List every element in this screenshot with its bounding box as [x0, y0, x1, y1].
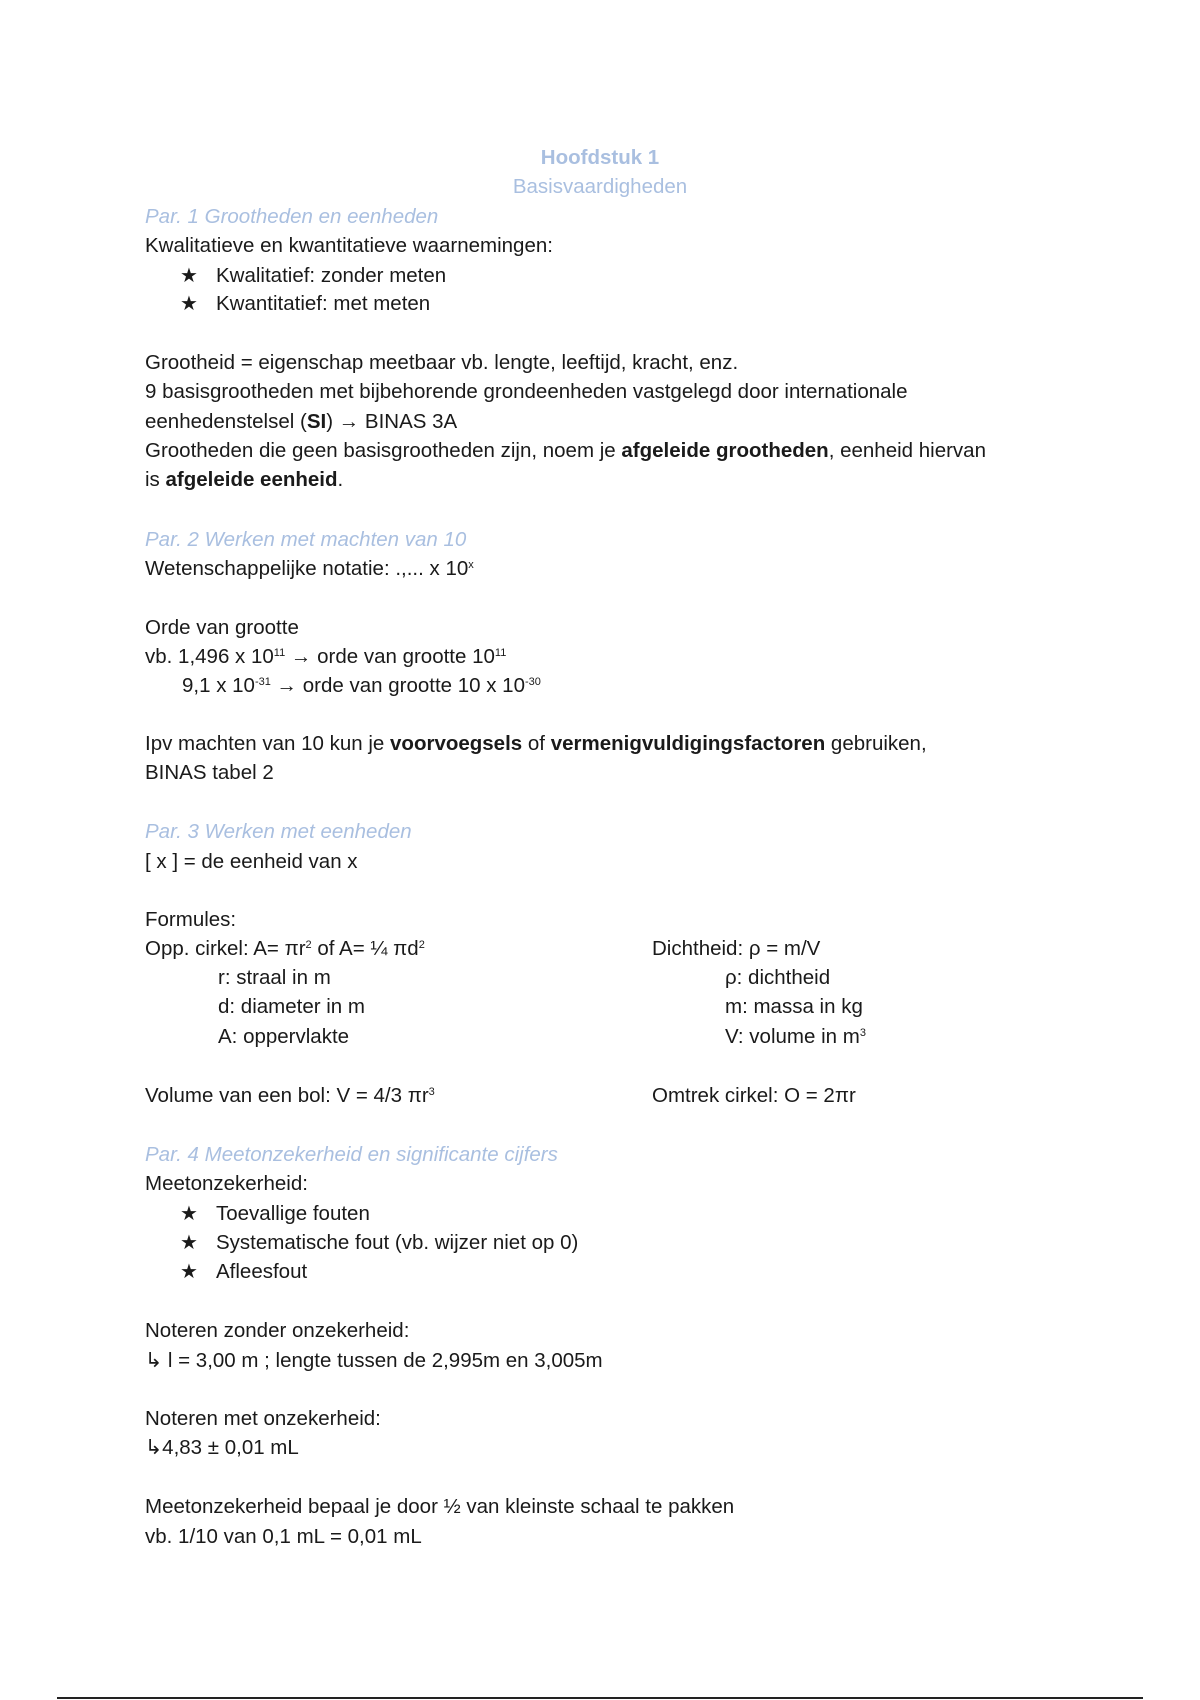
- list-item: ★ Kwantitatief: met meten: [180, 289, 430, 319]
- orde-example-2: 9,1 x $10^{-31}$ → orde van grootte 10 x $10^{-30}$: [182, 674, 541, 697]
- unit-definition: [ x ] = de eenheid van x: [145, 850, 358, 873]
- circle-r: r: straal in m: [218, 966, 331, 989]
- par4-heading: Par. 4 Meetonzekerheid en significante cijfers: [145, 1143, 558, 1166]
- circumference-formula: Omtrek cirkel: O = 2πr: [652, 1084, 856, 1107]
- star-bullet-icon: ★: [180, 265, 198, 287]
- si-line-2: eenhedenstelsel (SI) → BINAS 3A: [145, 410, 458, 433]
- list-item: ★ Toevallige fouten: [180, 1199, 370, 1229]
- par2-heading: Par. 2 Werken met machten van 10: [145, 528, 467, 551]
- with-uncertainty-title: Noteren met onzekerheid:: [145, 1407, 381, 1430]
- page-bottom-divider: [57, 1697, 1143, 1699]
- uncertainty-rule-example: vb. 1/10 van 0,1 mL = 0,01 mL: [145, 1525, 422, 1548]
- orde-title: Orde van grootte: [145, 616, 299, 639]
- circle-A: A: oppervlakte: [218, 1025, 350, 1048]
- list-item: ★ Systematische fout (vb. wijzer niet op 0): [180, 1228, 578, 1258]
- star-bullet-icon: ★: [180, 1232, 198, 1254]
- with-uncertainty-example: ↳4,83 ± 0,01 mL: [145, 1436, 299, 1459]
- uncertainty-rule: Meetonzekerheid bepaal je door ½ van kleinste schaal te pakken: [145, 1495, 735, 1518]
- par3-heading: Par. 3 Werken met eenheden: [145, 820, 412, 843]
- density-V: V: volume in $m^3$: [725, 1025, 866, 1048]
- star-bullet-icon: ★: [180, 293, 198, 315]
- density-formula: Dichtheid: ρ = m/V: [652, 937, 821, 960]
- star-bullet-icon: ★: [180, 1261, 198, 1283]
- par4-intro: Meetonzekerheid:: [145, 1172, 308, 1195]
- derived-line-1: Grootheden die geen basisgrootheden zijn, noem je afgeleide grootheden, eenheid hiervan: [145, 439, 986, 462]
- orde-example-1: vb. 1,496 x $10^{11}$ → orde van grootte $10^{11}$: [145, 645, 507, 668]
- chapter-subtitle: Basisvaardigheden: [512, 175, 688, 198]
- density-m: m: massa in kg: [725, 995, 863, 1018]
- par1-heading: Par. 1 Grootheden en eenheden: [145, 205, 439, 228]
- derived-line-2: is afgeleide eenheid.: [145, 468, 344, 491]
- prefix-line-1: Ipv machten van 10 kun je voorvoegsels of vermenigvuldigingsfactoren gebruiken,: [145, 732, 927, 755]
- circle-area-formula: Opp. cirkel: $A= \pi r^2$ of A= ¼ $\pi d^2$: [145, 937, 425, 960]
- without-uncertainty-example: ↳ l = 3,00 m ; lengte tussen de 2,995m en 3,005m: [145, 1349, 603, 1372]
- star-bullet-icon: ★: [180, 1203, 198, 1225]
- list-item: ★ Kwalitatief: zonder meten: [180, 261, 446, 291]
- without-uncertainty-title: Noteren zonder onzekerheid:: [145, 1319, 410, 1342]
- density-rho: ρ: dichtheid: [725, 966, 831, 989]
- list-item: ★ Afleesfout: [180, 1257, 307, 1287]
- si-line-1: 9 basisgrootheden met bijbehorende grondeenheden vastgelegd door internationale: [145, 380, 908, 403]
- par1-intro: Kwalitatieve en kwantitatieve waarnemingen:: [145, 234, 553, 257]
- scientific-notation: Wetenschappelijke notatie: .,... x 10$^x$: [145, 557, 474, 580]
- chapter-title: Hoofdstuk 1: [540, 146, 660, 169]
- prefix-line-2: BINAS tabel 2: [145, 761, 274, 784]
- circle-d: d: diameter in m: [218, 995, 365, 1018]
- grootheid-definition: Grootheid = eigenschap meetbaar vb. lengte, leeftijd, kracht, enz.: [145, 351, 739, 374]
- sphere-volume-formula: Volume van een bol: V = 4/3 $\pi r^3$: [145, 1084, 435, 1107]
- formules-label: Formules:: [145, 908, 237, 931]
